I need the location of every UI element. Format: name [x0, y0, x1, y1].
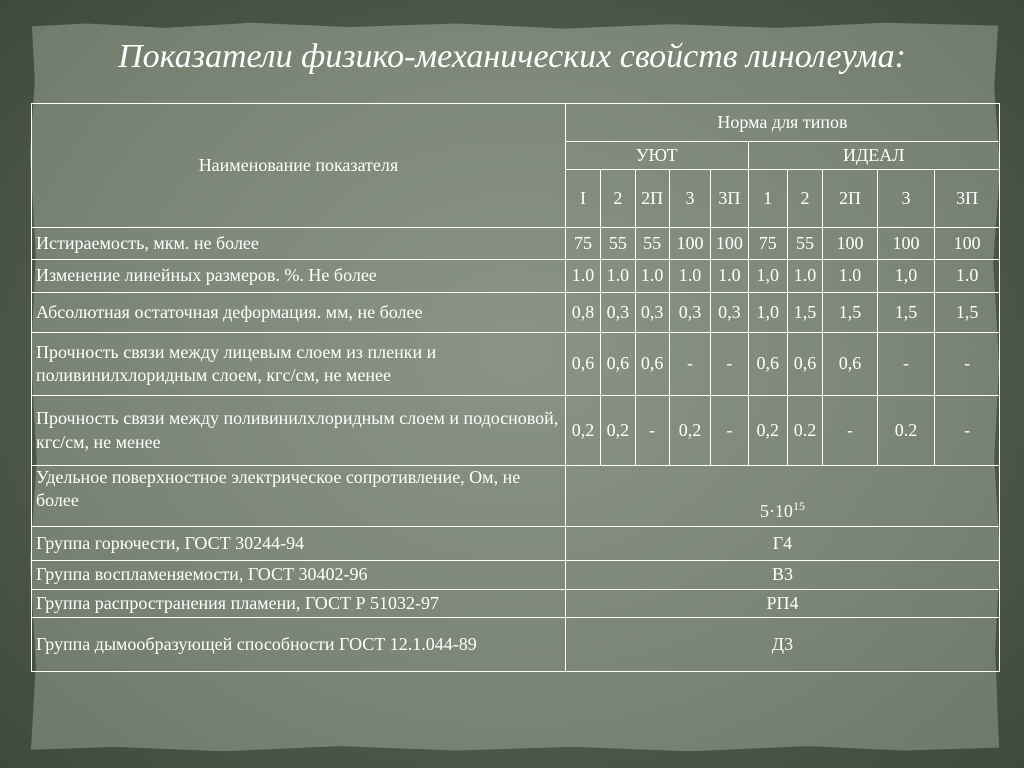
row-value: 0,6	[565, 333, 600, 396]
row-value: 100	[823, 228, 878, 260]
row-value: 100	[935, 228, 1000, 260]
resistance-base: 5·10	[759, 500, 793, 521]
row-value: 1,5	[935, 293, 1000, 333]
row-value: 55	[601, 228, 635, 260]
table-row	[32, 590, 1000, 618]
row-value: 1.0	[787, 260, 822, 293]
row-value: 0,8	[565, 293, 600, 333]
resistance-exponent: 15	[792, 498, 805, 513]
header-type: 2	[787, 170, 822, 228]
row-value: 1,0	[748, 260, 787, 293]
row-value: 0,6	[787, 333, 822, 396]
header-type: 3	[669, 170, 710, 228]
row-value: 0.2	[877, 396, 935, 466]
row-value: -	[711, 396, 748, 466]
row-name: Удельное поверхностное электрическое сопротивление, Ом, не более	[32, 466, 566, 527]
header-type: 1	[748, 170, 787, 228]
row-merged-value: Г4	[565, 527, 999, 561]
row-merged-value: Д3	[565, 618, 999, 672]
table-row	[32, 561, 1000, 590]
header-type: 2П	[823, 170, 878, 228]
header-name-col: Наименование показателя	[32, 104, 566, 228]
row-value: 0,6	[601, 333, 635, 396]
row-value: 0,3	[601, 293, 635, 333]
row-value: 0,3	[711, 293, 748, 333]
header-norm: Норма для типов	[565, 104, 999, 142]
row-value: 0,6	[635, 333, 669, 396]
row-name: Прочность связи между лицевым слоем из пленки и поливинилхлоридным слоем, кгс/см, не менее	[32, 333, 566, 396]
table-row	[32, 228, 1000, 260]
row-value: 100	[877, 228, 935, 260]
row-name: Группа дымообразующей способности ГОСТ 12.1.044-89	[32, 618, 566, 672]
row-name: Прочность связи между поливинилхлоридным слоем и подосновой, кгс/см, не менее	[32, 396, 566, 466]
properties-table	[31, 103, 1000, 672]
row-value: 1.0	[635, 260, 669, 293]
table-row	[32, 466, 1000, 527]
row-value: 0,2	[669, 396, 710, 466]
page-title: Показатели физико-механических свойств линолеума:	[118, 38, 906, 75]
row-merged-value: РП4	[565, 590, 999, 618]
row-value: -	[711, 333, 748, 396]
table-row	[32, 527, 1000, 561]
row-name: Группа воспламеняемости, ГОСТ 30402-96	[32, 561, 566, 590]
row-value: -	[935, 333, 1000, 396]
row-name: Истираемость, мкм. не более	[32, 228, 566, 260]
row-value: -	[877, 333, 935, 396]
row-value: 0,6	[748, 333, 787, 396]
row-value: 55	[787, 228, 822, 260]
row-value: 1.0	[935, 260, 1000, 293]
row-name: Группа горючести, ГОСТ 30244-94	[32, 527, 566, 561]
row-value: 100	[669, 228, 710, 260]
table-row	[32, 293, 1000, 333]
header-type: 3П	[935, 170, 1000, 228]
header-type: I	[565, 170, 600, 228]
header-type: 2	[601, 170, 635, 228]
table-row	[32, 260, 1000, 293]
row-value: -	[669, 333, 710, 396]
row-value: -	[823, 396, 878, 466]
row-value: -	[935, 396, 1000, 466]
header-type: 2П	[635, 170, 669, 228]
row-value: 1.0	[823, 260, 878, 293]
row-value: 0,3	[635, 293, 669, 333]
table-row	[32, 618, 1000, 672]
table-row	[32, 396, 1000, 466]
header-group-ideal: ИДЕАЛ	[748, 142, 999, 170]
row-value: 75	[748, 228, 787, 260]
row-value: 1.0	[565, 260, 600, 293]
row-value: 1,5	[787, 293, 822, 333]
row-value: 0,6	[823, 333, 878, 396]
row-value: 1,5	[877, 293, 935, 333]
row-value: 1,5	[823, 293, 878, 333]
row-name: Группа распространения пламени, ГОСТ Р 51032-97	[32, 590, 566, 618]
table-row	[32, 333, 1000, 396]
row-value: 55	[635, 228, 669, 260]
row-value: 1.0	[711, 260, 748, 293]
row-value: 0,2	[565, 396, 600, 466]
row-value: 1,0	[877, 260, 935, 293]
row-merged-value	[565, 466, 999, 527]
row-value: 1.0	[601, 260, 635, 293]
row-value: 1.0	[669, 260, 710, 293]
row-value: 100	[711, 228, 748, 260]
row-name: Изменение линейных размеров. %. Не более	[32, 260, 566, 293]
row-merged-value: В3	[565, 561, 999, 590]
row-value: 0,3	[669, 293, 710, 333]
row-value: 0.2	[787, 396, 822, 466]
row-name: Абсолютная остаточная деформация. мм, не более	[32, 293, 566, 333]
header-type: 3	[877, 170, 935, 228]
row-value: 0,2	[601, 396, 635, 466]
row-value: -	[635, 396, 669, 466]
row-value: 0,2	[748, 396, 787, 466]
row-value: 1,0	[748, 293, 787, 333]
header-row-norm	[32, 104, 1000, 142]
row-value: 75	[565, 228, 600, 260]
header-type: 3П	[711, 170, 748, 228]
header-group-uyut: УЮТ	[565, 142, 748, 170]
